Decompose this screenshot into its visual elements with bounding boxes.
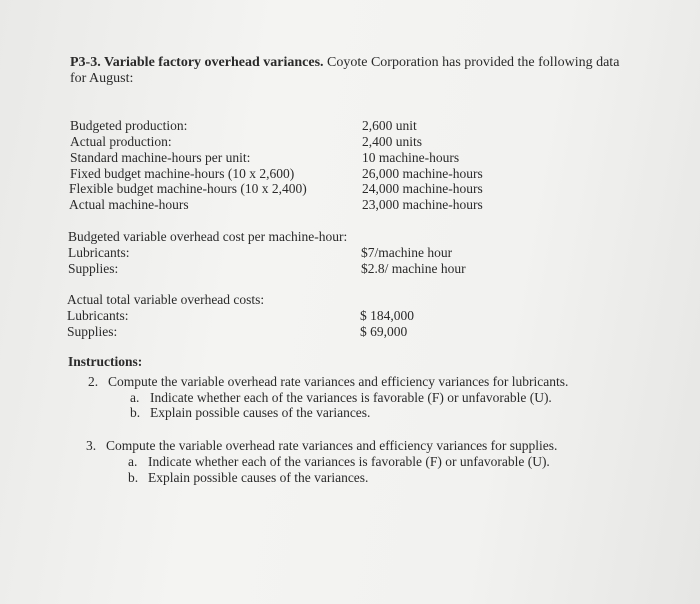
row-label: Lubricants: [67,308,129,323]
row-label: Flexible budget machine-hours (10 x 2,400) [69,181,307,196]
question-3b: b. Explain possible causes of the variances. [128,470,369,485]
row-label: Budgeted production: [70,118,188,133]
instructions-title: Instructions: [68,354,143,369]
row-label: Supplies: [67,324,118,339]
document-page: P3-3. Variable factory overhead variances. Coyote Corporation has provided the following data for August: Budgeted production: 2,600 unit Actual production: 2,400 units Standard machine-hours per unit: 10 machine-hours Fixed budget machine-hours (10 x 2,600) 26,000 machine-hours Flexible budget machine-hours (10 x 2,400) 24,000 machine-hours Actual machine-hours 23,000 machine-hours Budgeted variable overhead cost per machine-hour: Lubricants: $7/machine hour Supplies: $2.8/ machine hour Actual total variable overhead costs: Lubricants: $ 184,000 Supplies: $ 69,000 Instructions: 2. Compute the variable overhead rate variances and efficiency variances for lubricants. a. Indicate whether each of the variances is favorable (F) or unfavorable (U). b. Explain possible causes of the variances. 3. Compute the variable overhead rate variances and efficiency variances for supplies. a. Indicate whether each of the variances is favorable (F) or unfavorable (U). b. Explain possible causes of the variances. [0,0,700,604]
problem-heading [70,55,630,87]
row-value: 2,600 unit [362,118,417,133]
row-value: 2,400 units [362,134,423,149]
row-label: Fixed budget machine-hours (10 x 2,600) [70,166,295,181]
row-value: 24,000 machine-hours [362,181,483,196]
row-label: Actual machine-hours [69,197,189,212]
row-value: $ 184,000 [360,308,414,323]
row-label: Lubricants: [68,245,130,260]
row-value: 10 machine-hours [362,150,460,165]
row-label: Standard machine-hours per unit: [70,150,251,165]
row-label: Supplies: [68,261,119,276]
row-value: $2.8/ machine hour [361,261,466,276]
row-value: 26,000 machine-hours [362,166,483,181]
row-label: Actual production: [70,134,172,149]
row-value: $ 69,000 [360,324,408,339]
question-2b: b. Explain possible causes of the variances. [130,405,371,420]
question-3: 3. Compute the variable overhead rate variances and efficiency variances for supplies. [86,438,558,453]
row-value: $7/machine hour [361,245,453,260]
question-2a: a. Indicate whether each of the variances is favorable (F) or unfavorable (U). [130,390,552,405]
problem-title: P3-3. Variable factory overhead variances. [70,55,324,70]
question-2: 2. Compute the variable overhead rate variances and efficiency variances for lubricants. [88,374,569,389]
row-value: 23,000 machine-hours [362,197,483,212]
problem-intro: Coyote Corporation has provided the following data for August: [70,55,620,86]
question-3a: a. Indicate whether each of the variances is favorable (F) or unfavorable (U). [128,454,550,469]
